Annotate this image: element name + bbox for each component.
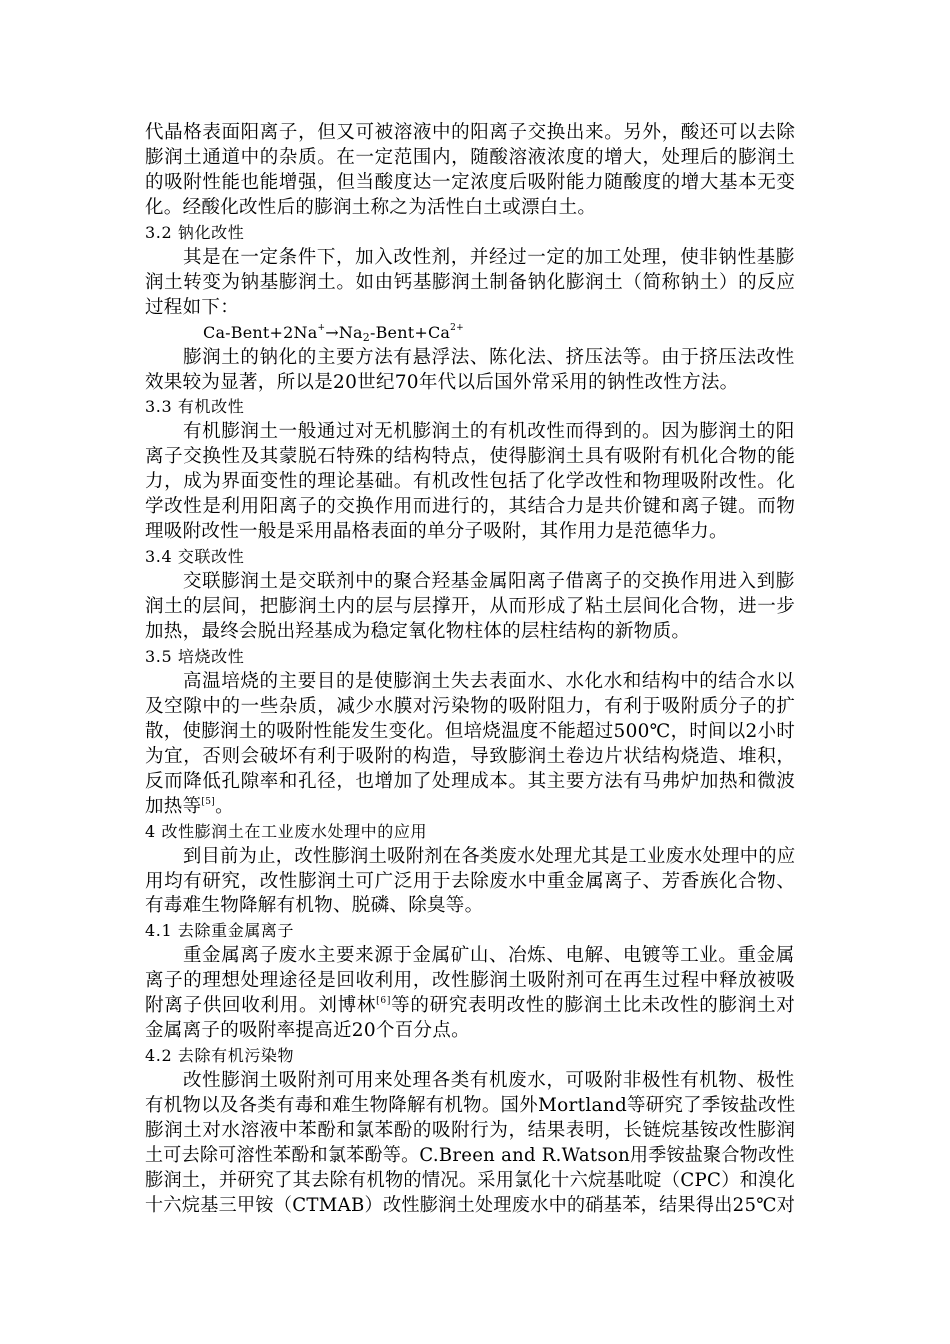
line-text: 重金属离子废水主要来源于金属矿山、冶炼、电解、电镀等工业。重金属 (183, 945, 795, 967)
line-text: 其是在一定条件下，加入改性剂，并经过一定的加工处理，使非钠性基膨 (183, 246, 795, 268)
text-line (183, 569, 795, 594)
line-text: 改性膨润土吸附剂可用来处理各类有机废水，可吸附非极性有机物、极性 (183, 1070, 795, 1092)
line-text: 3.5 培烧改性 (145, 646, 245, 666)
section-heading (145, 819, 427, 844)
line-text: 等的研究表明改性的膨润土比未改性的膨润土对 (391, 995, 796, 1017)
text-line (145, 1143, 795, 1168)
text-line (145, 370, 738, 395)
text-line (145, 120, 796, 145)
line-text: 。 (215, 795, 234, 817)
citation-ref: [6] (376, 996, 392, 1007)
line-text: 过程如下： (145, 296, 240, 318)
line-text: 有机膨润土一般通过对无机膨润土的有机改性而得到的。因为膨润土的阳 (183, 421, 795, 443)
reaction-equation (203, 320, 464, 345)
text-line (145, 594, 796, 619)
text-line (183, 844, 795, 869)
section-heading (145, 544, 244, 569)
line-text: 4.2 去除有机污染物 (145, 1046, 295, 1066)
superscript: + (317, 322, 326, 333)
line-text: 理吸附改性一般是采用晶格表面的单分子吸附，其作用力是范德华力。 (145, 521, 728, 543)
text-line (145, 1193, 795, 1218)
line-text: 3.3 有机改性 (145, 397, 245, 417)
line-text: 有毒难生物降解有机物、脱磷、除臭等。 (145, 895, 484, 917)
text-line (145, 494, 796, 519)
line-text: 化。经酸化改性后的膨润土称之为活性白土或漂白土。 (145, 196, 597, 218)
line-text: 附离子供回收利用。刘博林 (145, 995, 377, 1017)
line-text: 膨润土对水溶液中苯酚和氯苯酚的吸附行为，结果表明，长链烷基铵改性膨润 (145, 1120, 796, 1141)
line-text: 加热，最终会脱出羟基成为稳定氧化物柱体的层柱结构的新物质。 (145, 621, 691, 642)
text-line (145, 744, 796, 769)
line-text: 离子的理想处理途径是回收利用，改性膨润土吸附剂可在再生过程中释放被吸 (145, 970, 796, 992)
text-line (145, 869, 796, 894)
text-line (145, 295, 239, 320)
subscript: 2 (362, 330, 370, 344)
line-text: 用均有研究，改性膨润土可广泛用于去除废水中重金属离子、芳香族化合物、 (145, 870, 796, 892)
line-text: 代晶格表面阳离子，但又可被溶液中的阳离子交换出来。另外，酸还可以去除 (145, 122, 796, 143)
line-text: 4 改性膨润土在工业废水处理中的应用 (145, 821, 428, 841)
text-line (183, 943, 795, 968)
text-line (145, 893, 483, 918)
line-text: 3.2 钠化改性 (145, 222, 245, 242)
line-text: 高温培烧的主要目的是使膨润土失去表面水、水化水和结构中的结合水以 (183, 670, 795, 692)
text-line (145, 694, 796, 719)
line-text: 及空隙中的一些杂质，减少水膜对污染物的吸附阻力，有利于吸附质分子的扩 (145, 695, 796, 717)
line-text: 效果较为显著，所以是20世纪70年代以后国外常采用的钠性改性方法。 (145, 371, 739, 393)
superscript: 2+ (450, 322, 464, 333)
text-line (145, 469, 796, 494)
text-line (145, 719, 795, 744)
text-line (145, 993, 796, 1018)
text-line (145, 145, 796, 170)
section-heading (145, 220, 244, 245)
line-text: 加热等 (145, 795, 202, 817)
line-text: 金属离子的吸附率提高近20个百分点。 (145, 1020, 470, 1042)
text-line (145, 1093, 795, 1118)
text-line (183, 245, 795, 270)
line-text: 润土转变为钠基膨润土。如由钙基膨润土制备钠化膨润土（简称钠土）的反应 (145, 271, 796, 293)
line-text: 有机物以及各类有毒和难生物降解有机物。国外Mortland等研究了季铵盐改性 (145, 1095, 796, 1117)
line-text: 4.1 去除重金属离子 (145, 921, 295, 941)
line-text: 润土的层间，把膨润土内的层与层撑开，从而形成了粘土层间化合物，进一步 (145, 596, 796, 618)
section-heading (145, 1043, 294, 1068)
line-text: 力，成为界面变性的理论基础。有机改性包括了化学改性和物理吸附改性。化 (145, 471, 796, 493)
text-line (145, 1018, 470, 1043)
text-line (145, 444, 796, 469)
text-line (145, 619, 690, 644)
line-text: 离子交换性及其蒙脱石特殊的结构特点，使得膨润土具有吸附有机化合物的能 (145, 446, 796, 468)
text-line (145, 794, 234, 819)
line-text: 交联膨润土是交联剂中的聚合羟基金属阳离子借离子的交换作用进入到膨 (183, 571, 795, 593)
formula-part: Ca-Bent+2Na (203, 322, 318, 342)
line-text: 十六烷基三甲铵（CTMAB）改性膨润土处理废水中的硝基苯，结果得出25℃对 (145, 1194, 796, 1216)
text-line (183, 669, 795, 694)
line-text: 3.4 交联改性 (145, 547, 245, 567)
text-line (145, 195, 596, 220)
line-text: 膨润土通道中的杂质。在一定范围内，随酸溶液浓度的增大，处理后的膨润土 (145, 146, 796, 168)
text-line (145, 170, 796, 195)
line-text: 土可去除可溶性苯酚和氯苯酚等。C.Breen and R.Watson用季铵盐聚合物改性 (145, 1144, 795, 1166)
line-text: 的吸附性能也能增强，但当酸度达一定浓度后吸附能力随酸度的增大基本无变 (145, 171, 796, 193)
text-line (145, 270, 796, 295)
line-text: 散，使膨润土的吸附性能发生变化。但培烧温度不能超过500℃，时间以2小时 (145, 720, 796, 742)
text-line (145, 1168, 795, 1193)
line-text: 膨润土，并研究了其去除有机物的情况。采用氯化十六烷基吡啶（CPC）和溴化 (145, 1169, 796, 1191)
line-text: 到目前为止，改性膨润土吸附剂在各类废水处理尤其是工业废水处理中的应 (183, 845, 796, 867)
line-text: 膨润土的钠化的主要方法有悬浮法、陈化法、挤压法等。由于挤压法改性 (183, 346, 795, 368)
formula-part: →Na (325, 322, 363, 342)
line-text: 学改性是利用阳离子的交换作用而进行的，其结合力是共价键和离子键。而物 (145, 496, 796, 518)
text-line (183, 419, 795, 444)
text-line (183, 345, 795, 370)
section-heading (145, 918, 294, 943)
section-heading (145, 644, 244, 669)
text-line (183, 1068, 795, 1093)
line-text: 为宜，否则会破坏有利于吸附的构造，导致膨润土卷边片状结构烧造、堆积， (145, 745, 796, 767)
text-line (145, 1118, 796, 1143)
line-text: 反而降低孔隙率和孔径，也增加了处理成本。其主要方法有马弗炉加热和微波 (145, 770, 796, 792)
citation-ref: [5] (201, 796, 216, 807)
formula-part: -Bent+Ca (369, 322, 451, 342)
section-heading (145, 394, 244, 419)
text-line (145, 769, 796, 794)
text-line (145, 968, 796, 993)
text-line (145, 519, 728, 544)
